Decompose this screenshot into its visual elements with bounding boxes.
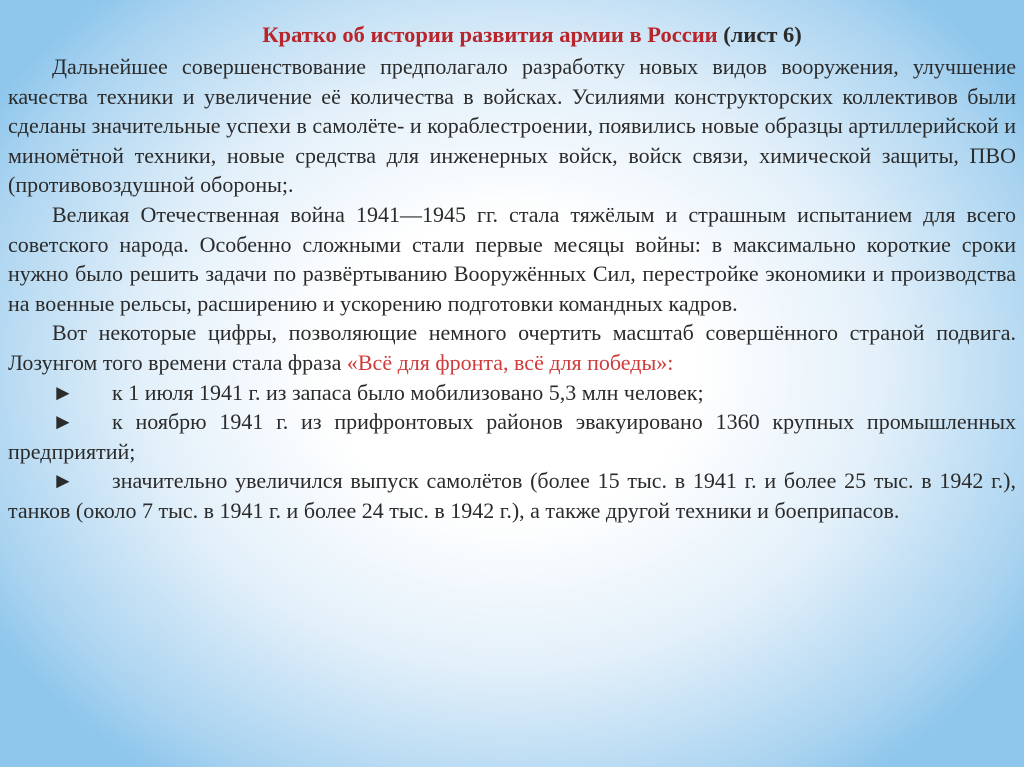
slide-title-main: Кратко об истории развития армии в России [262,22,718,47]
bullet-text: к ноябрю 1941 г. из прифронтовых районов эвакуировано 1360 крупных промышленных предприятий; [8,409,1016,464]
bullet-item [8,378,1016,408]
bullet-arrow-icon: ► [52,409,74,435]
bullet-arrow-icon: ► [52,468,74,494]
slide-title [8,18,1016,52]
bullet-item [8,466,1016,525]
paragraph-great-patriotic-war: Великая Отечественная война 1941—1945 гг. стала тяжёлым и страшным испытанием для всего советского народа. Особенно сложными стали первые месяцы войны: в максимально короткие сроки нужно было решить задачи по развёртыванию Вооружённых Сил, перестройке экономики и производства на военные рельсы, расширению и ускорению подготовки командных кадров. [8,201,1016,316]
paragraph-figures [8,318,1016,377]
bullet-arrow-icon: ► [52,379,74,405]
bullet-text: значительно увеличился выпуск самолётов (более 15 тыс. в 1941 г. и более 25 тыс. в 1942 г.), танков (около 7 тыс. в 1941 г. и более 24 тыс. в 1942 г.), а также другой техники и боеприпасов. [8,468,1016,523]
slide-title-sheet: (лист 6) [717,22,802,47]
paragraph-weapons-development: Дальнейшее совершенствование предполагало разработку новых видов вооружения, улучшение качества техники и увеличение её количества в войсках. Усилиями конструкторских коллективов были сделаны значительные успехи в самолёте- и кораблестроении, появились новые образцы артиллерийской и миномётной техники, новые средства для инженерных войск, войск связи, химической защиты, ПВО (противовоздушной обороны;. [8,54,1016,198]
slide-content [8,18,1016,526]
paragraph-figures-text: Вот некоторые цифры, позволяющие немного очертить масштаб совершённого страной подвига. Лозунгом того времени стала фраза [8,320,1016,375]
bullet-item [8,407,1016,466]
slogan-quote: «Всё для фронта, всё для победы»: [346,349,674,375]
bullet-text: к 1 июля 1941 г. из запаса было мобилизовано 5,3 млн человек; [112,379,704,405]
